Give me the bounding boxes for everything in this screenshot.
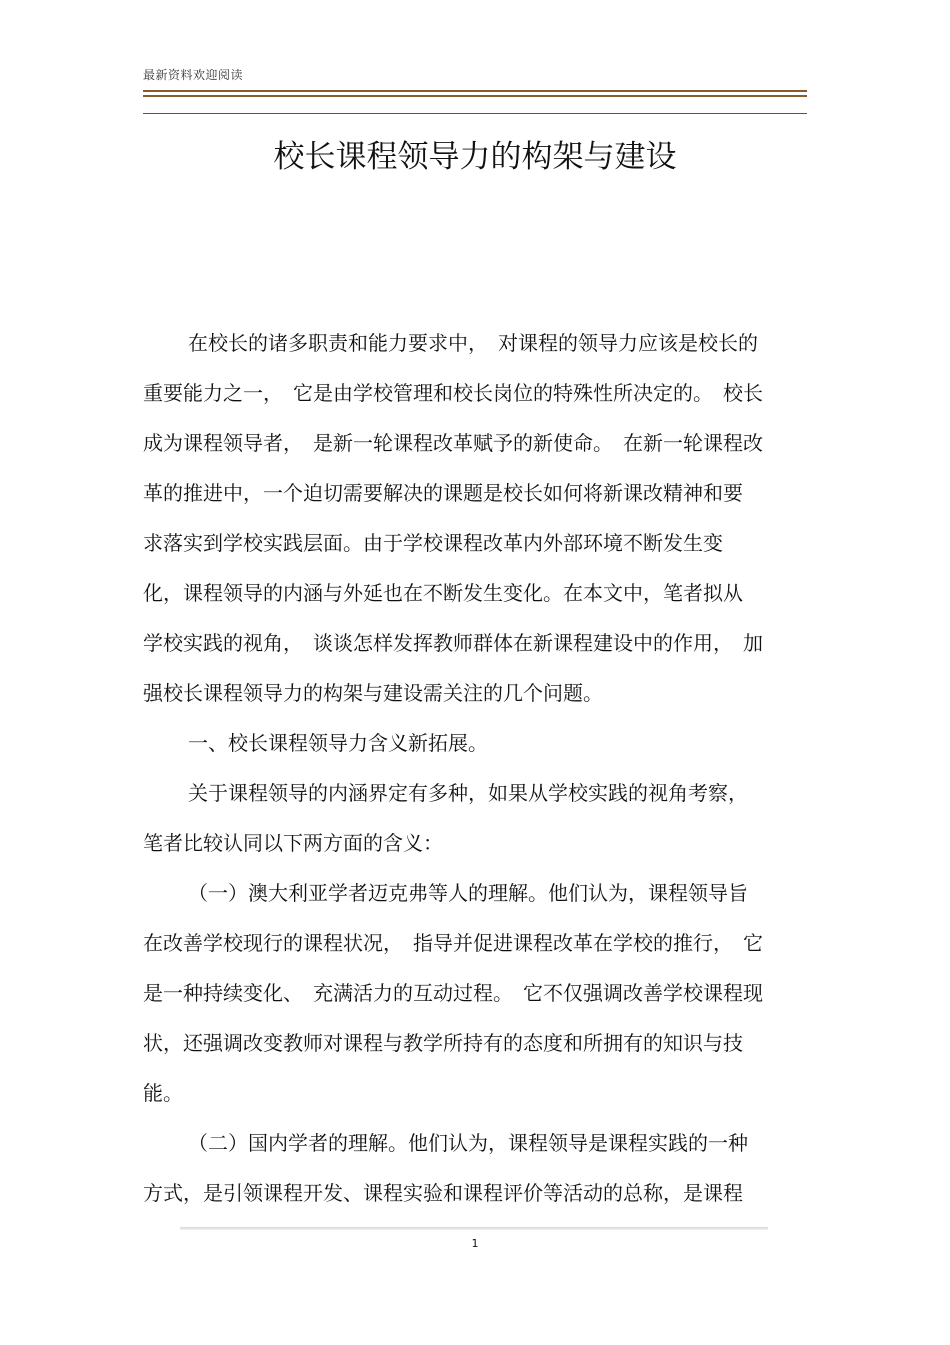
header-rule-bottom [143,113,807,114]
body-line: 化，课程领导的内涵与外延也在不断发生变化。在本文中，笔者拟从 [143,581,743,605]
body-line: 强校长课程领导力的构架与建设需关注的几个问题。 [143,681,603,705]
body-line: 是一种持续变化、 充满活力的互动过程。 它不仅强调改善学校课程现 [143,981,763,1005]
body-line: 方式，是引领课程开发、课程实验和课程评价等活动的总称，是课程 [143,1181,743,1205]
body-line: 重要能力之一， 它是由学校管理和校长岗位的特殊性所决定的。 校长 [143,381,763,405]
body-line: 关于课程领导的内涵界定有多种，如果从学校实践的视角考察， [188,781,748,805]
running-header: 最新资料欢迎阅读 [143,68,244,82]
body-line: 在校长的诸多职责和能力要求中， 对课程的领导力应该是校长的 [188,331,758,355]
footer-rule [180,1227,768,1230]
body-line: （一）澳大利亚学者迈克弗等人的理解。他们认为，课程领导旨 [188,881,748,905]
body-line: 求落实到学校实践层面。由于学校课程改革内外部环境不断发生变 [143,531,723,555]
body-line: （二）国内学者的理解。他们认为，课程领导是课程实践的一种 [188,1131,748,1155]
body-line: 革的推进中，一个迫切需要解决的课题是校长如何将新课改精神和要 [143,481,743,505]
body-line: 状，还强调改变教师对课程与教学所持有的态度和所拥有的知识与技 [143,1031,743,1055]
body-line: 在改善学校现行的课程状况， 指导并促进课程改革在学校的推行， 它 [143,931,763,955]
body-line: 成为课程领导者， 是新一轮课程改革赋予的新使命。 在新一轮课程改 [143,431,763,455]
body-line: 学校实践的视角， 谈谈怎样发挥教师群体在新课程建设中的作用， 加 [143,631,763,655]
document-title: 校长课程领导力的构架与建设 [273,139,677,175]
header-rule-middle [143,95,807,97]
body-line: 笔者比较认同以下两方面的含义： [143,831,443,855]
section-heading: 一、校长课程领导力含义新拓展。 [188,731,488,755]
header-rule-top [143,90,807,92]
page-number: 1 [471,1237,479,1250]
body-line: 能。 [143,1081,183,1105]
